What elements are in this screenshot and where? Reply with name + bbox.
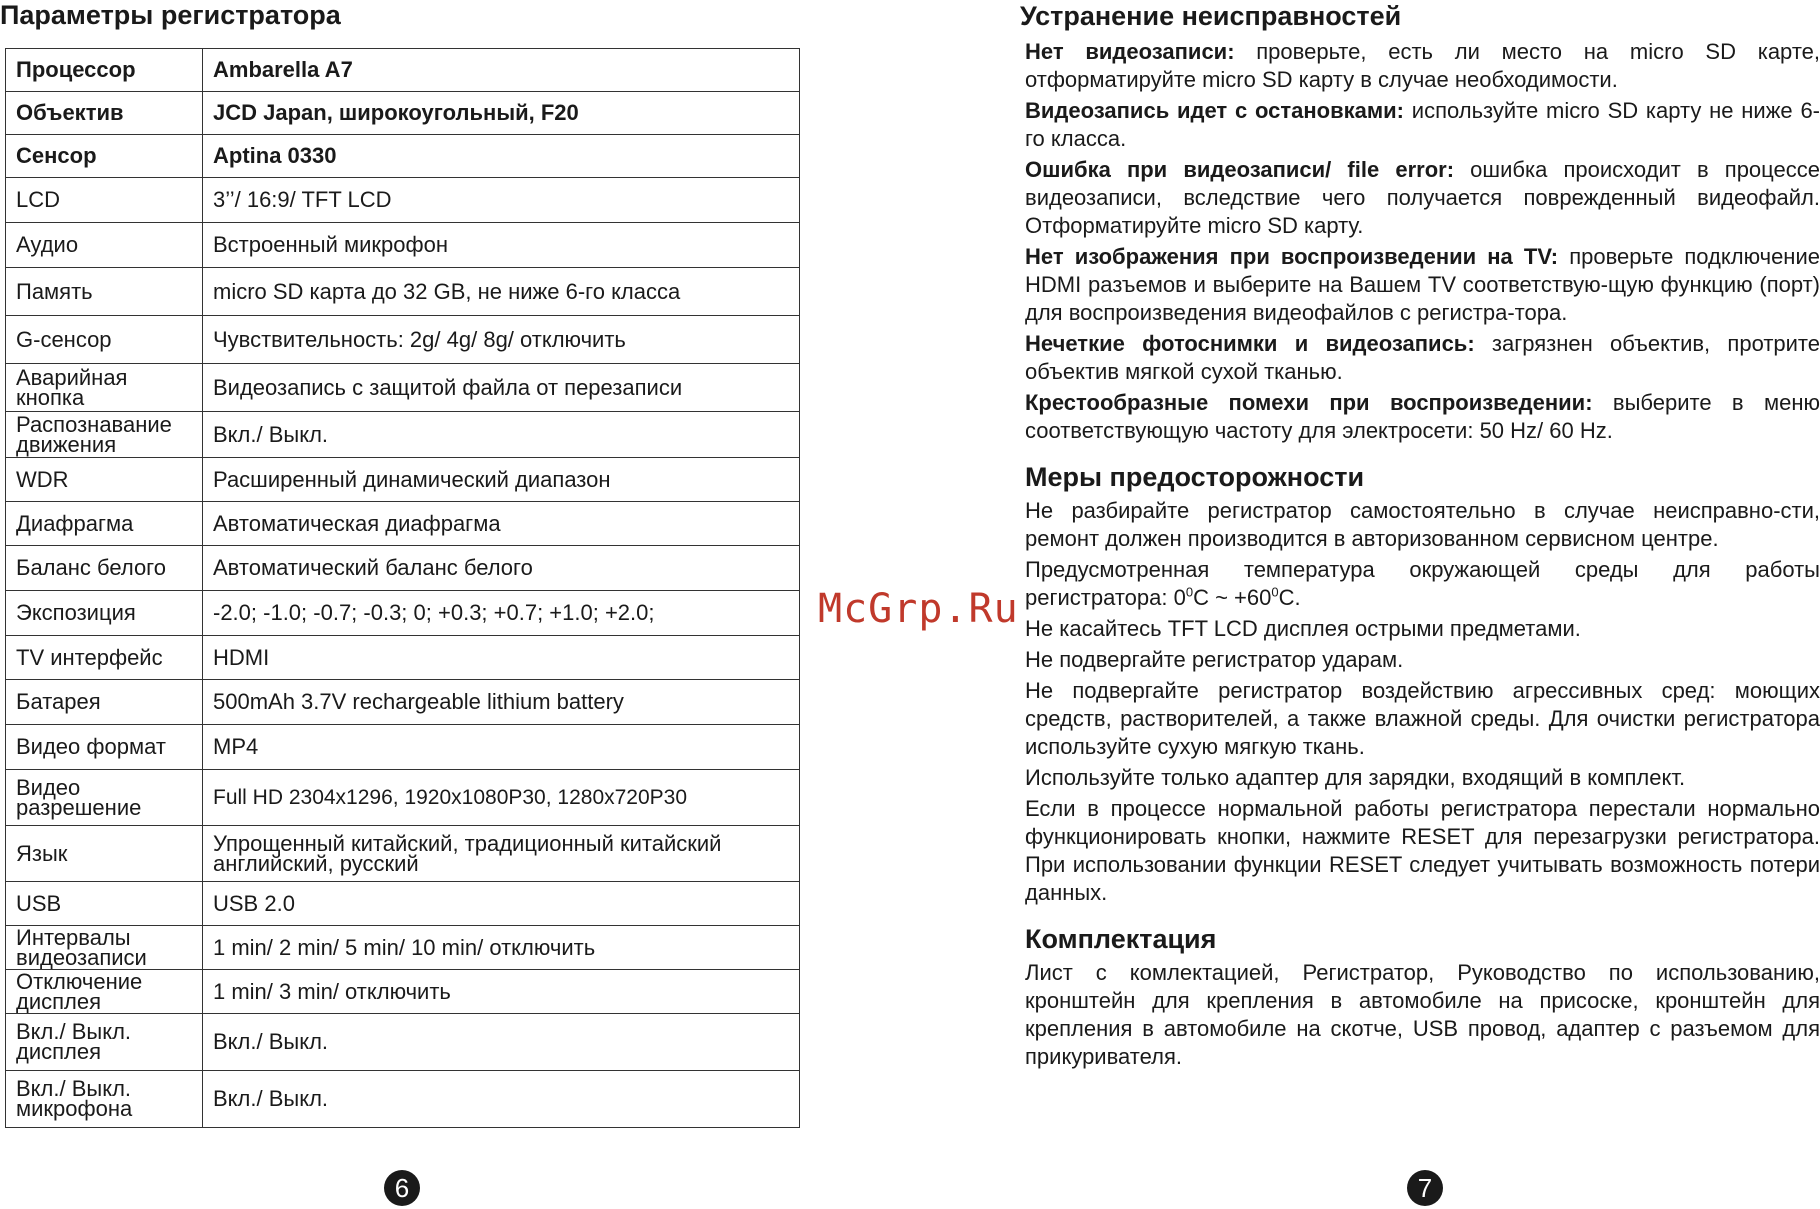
trouble-item	[1025, 156, 1820, 240]
trouble-text: ошибка происходит в процессе видеозаписи, вследствие чего получается поврежденный видеофайл. Отформатируйте micro SD карту.	[1025, 157, 1820, 238]
spec-label: Вкл./ Выкл. дисплея	[6, 1014, 203, 1071]
trouble-term: Крестообразные помехи при воспроизведении:	[1025, 390, 1593, 415]
specs-table	[5, 48, 800, 1128]
spec-label: Объектив	[6, 92, 203, 135]
spec-label: Память	[6, 268, 203, 316]
package-paragraph: Лист с комлектацией, Регистратор, Руководство по использованию, кронштейн для крепления в автомобиле на присоске, кронштейн для крепления в автомобиле на скотче, USB провод, адаптер с разъемом для прикуривателя.	[1025, 960, 1820, 1069]
table-row	[6, 1014, 800, 1071]
right-column	[1020, 0, 1820, 1074]
spec-label: Сенсор	[6, 135, 203, 178]
spec-label: Баланс белого	[6, 546, 203, 591]
spec-value: -2.0; -1.0; -0.7; -0.3; 0; +0.3; +0.7; +1.0; +2.0;	[203, 591, 800, 636]
spec-label: G-сенсор	[6, 316, 203, 364]
page-number-7: 7	[1407, 1170, 1443, 1206]
trouble-text: используйте micro SD карту не ниже 6-го класса.	[1025, 98, 1820, 151]
spec-label: Интервалы видеозаписи	[6, 926, 203, 970]
spec-label: WDR	[6, 458, 203, 502]
table-row	[6, 49, 800, 92]
trouble-item	[1025, 330, 1820, 386]
spec-value: HDMI	[203, 636, 800, 680]
precaution-paragraph: Не касайтесь TFT LCD дисплея острыми предметами.	[1025, 616, 1581, 641]
table-row	[6, 268, 800, 316]
troubleshooting-title: Устранение неисправностей	[1020, 1, 1402, 31]
trouble-text: выберите в меню соответствующую частоту для электросети: 50 Hz/ 60 Hz.	[1025, 390, 1820, 443]
spec-value: Aptina 0330	[203, 135, 800, 178]
trouble-term: Ошибка при видеозаписи/ file error:	[1025, 157, 1455, 182]
table-row	[6, 92, 800, 135]
table-row	[6, 135, 800, 178]
spec-value: Вкл./ Выкл.	[203, 1071, 800, 1128]
precaution-text: C ~ +60	[1193, 585, 1272, 610]
spec-label: Аудио	[6, 223, 203, 268]
table-row	[6, 178, 800, 223]
spec-label: Процессор	[6, 49, 203, 92]
superscript: 0	[1185, 584, 1194, 600]
watermark-text: McGrp.Ru	[818, 586, 1019, 632]
spec-value: Full HD 2304x1296, 1920x1080P30, 1280x720P30	[203, 770, 800, 826]
trouble-term: Нечеткие фотоснимки и видеозапись:	[1025, 331, 1475, 356]
package-title: Комплектация	[1025, 924, 1217, 954]
table-row	[6, 725, 800, 770]
spec-label: USB	[6, 882, 203, 926]
spec-value: Расширенный динамический диапазон	[203, 458, 800, 502]
precaution-paragraph: Используйте только адаптер для зарядки, входящий в комплект.	[1025, 765, 1686, 790]
spec-value: JCD Japan, широкоугольный, F20	[203, 92, 800, 135]
trouble-item	[1025, 389, 1820, 445]
trouble-item	[1025, 97, 1820, 153]
spec-label: Видео разрешение	[6, 770, 203, 826]
spec-value: 1 min/ 2 min/ 5 min/ 10 min/ отключить	[203, 926, 800, 970]
table-row	[6, 546, 800, 591]
table-row	[6, 591, 800, 636]
spec-value: Вкл./ Выкл.	[203, 412, 800, 458]
table-row	[6, 364, 800, 412]
spec-value: USB 2.0	[203, 882, 800, 926]
trouble-text: проверьте подключение HDMI разъемов и выберите на Вашем TV соответствую-щую функцию (порт) для воспроизведения видеофайлов с регистра-тора.	[1025, 244, 1820, 325]
spec-value: MP4	[203, 725, 800, 770]
spec-label: Видео формат	[6, 725, 203, 770]
trouble-term: Нет видеозаписи:	[1025, 39, 1235, 64]
spec-label: Отключение дисплея	[6, 970, 203, 1014]
spec-value: Упрощенный китайский, традиционный китайский английский, русский	[203, 826, 800, 882]
table-row	[6, 970, 800, 1014]
trouble-item	[1025, 38, 1820, 94]
spec-value: Автоматический баланс белого	[203, 546, 800, 591]
spec-value: Видеозапись с защитой файла от перезаписи	[203, 364, 800, 412]
table-row	[6, 636, 800, 680]
table-row	[6, 502, 800, 546]
table-row	[6, 316, 800, 364]
spec-value: 500mAh 3.7V rechargeable lithium battery	[203, 680, 800, 725]
spec-label: Батарея	[6, 680, 203, 725]
page-number-6: 6	[384, 1170, 420, 1206]
superscript: 0	[1271, 584, 1279, 600]
spec-value: Встроенный микрофон	[203, 223, 800, 268]
spec-label: Язык	[6, 826, 203, 882]
table-row	[6, 1071, 800, 1128]
table-row	[6, 770, 800, 826]
precaution-text: Предусмотренная температура окружающей среды для работы регистратора: 0	[1025, 557, 1820, 610]
spec-value: 3’’/ 16:9/ TFT LCD	[203, 178, 800, 223]
trouble-item	[1025, 243, 1820, 327]
trouble-term: Видеозапись идет с остановками:	[1025, 98, 1405, 123]
spec-label: TV интерфейс	[6, 636, 203, 680]
trouble-text: загрязнен объектив, протрите объектив мягкой сухой тканью.	[1025, 331, 1820, 384]
table-row	[6, 412, 800, 458]
trouble-text: проверьте, есть ли место на micro SD карте, отформатируйте micro SD карту в случае необходимости.	[1025, 39, 1820, 92]
precaution-paragraph	[1025, 556, 1820, 612]
precaution-paragraph: Если в процессе нормальной работы регистратора перестали нормально функционировать кнопки, нажмите RESET для перезагрузки регистратора. При использовании функции RESET следует учитывать возможность потери данных.	[1025, 796, 1820, 905]
spec-label: Вкл./ Выкл. микрофона	[6, 1071, 203, 1128]
table-row	[6, 458, 800, 502]
precaution-text: C.	[1278, 585, 1301, 610]
spec-value: Чувствительность: 2g/ 4g/ 8g/ отключить	[203, 316, 800, 364]
table-row	[6, 882, 800, 926]
trouble-term: Нет изображения при воспроизведении на TV:	[1025, 244, 1559, 269]
spec-value: Автоматическая диафрагма	[203, 502, 800, 546]
table-row	[6, 680, 800, 725]
spec-value: 1 min/ 3 min/ отключить	[203, 970, 800, 1014]
spec-value: micro SD карта до 32 GB, не ниже 6-го класса	[203, 268, 800, 316]
spec-label: Аварийная кнопка	[6, 364, 203, 412]
spec-label: Экспозиция	[6, 591, 203, 636]
precaution-paragraph: Не разбирайте регистратор самостоятельно в случае неисправно-сти, ремонт должен производится в авторизованном сервисном центре.	[1025, 498, 1820, 551]
table-row	[6, 826, 800, 882]
precaution-paragraph: Не подвергайте регистратор ударам.	[1025, 647, 1404, 672]
spec-value: Вкл./ Выкл.	[203, 1014, 800, 1071]
page-title-parameters: Параметры регистратора	[0, 0, 341, 30]
table-row	[6, 223, 800, 268]
precautions-title: Меры предосторожности	[1025, 462, 1365, 492]
spec-label: Диафрагма	[6, 502, 203, 546]
table-row	[6, 926, 800, 970]
spec-value: Ambarella A7	[203, 49, 800, 92]
spec-label: Распознавание движения	[6, 412, 203, 458]
spec-label: LCD	[6, 178, 203, 223]
precaution-paragraph: Не подвергайте регистратор воздействию агрессивных сред: моющих средств, растворителей, а также влажной среды. Для очистки регистратора используйте сухую мягкую ткань.	[1025, 678, 1820, 759]
